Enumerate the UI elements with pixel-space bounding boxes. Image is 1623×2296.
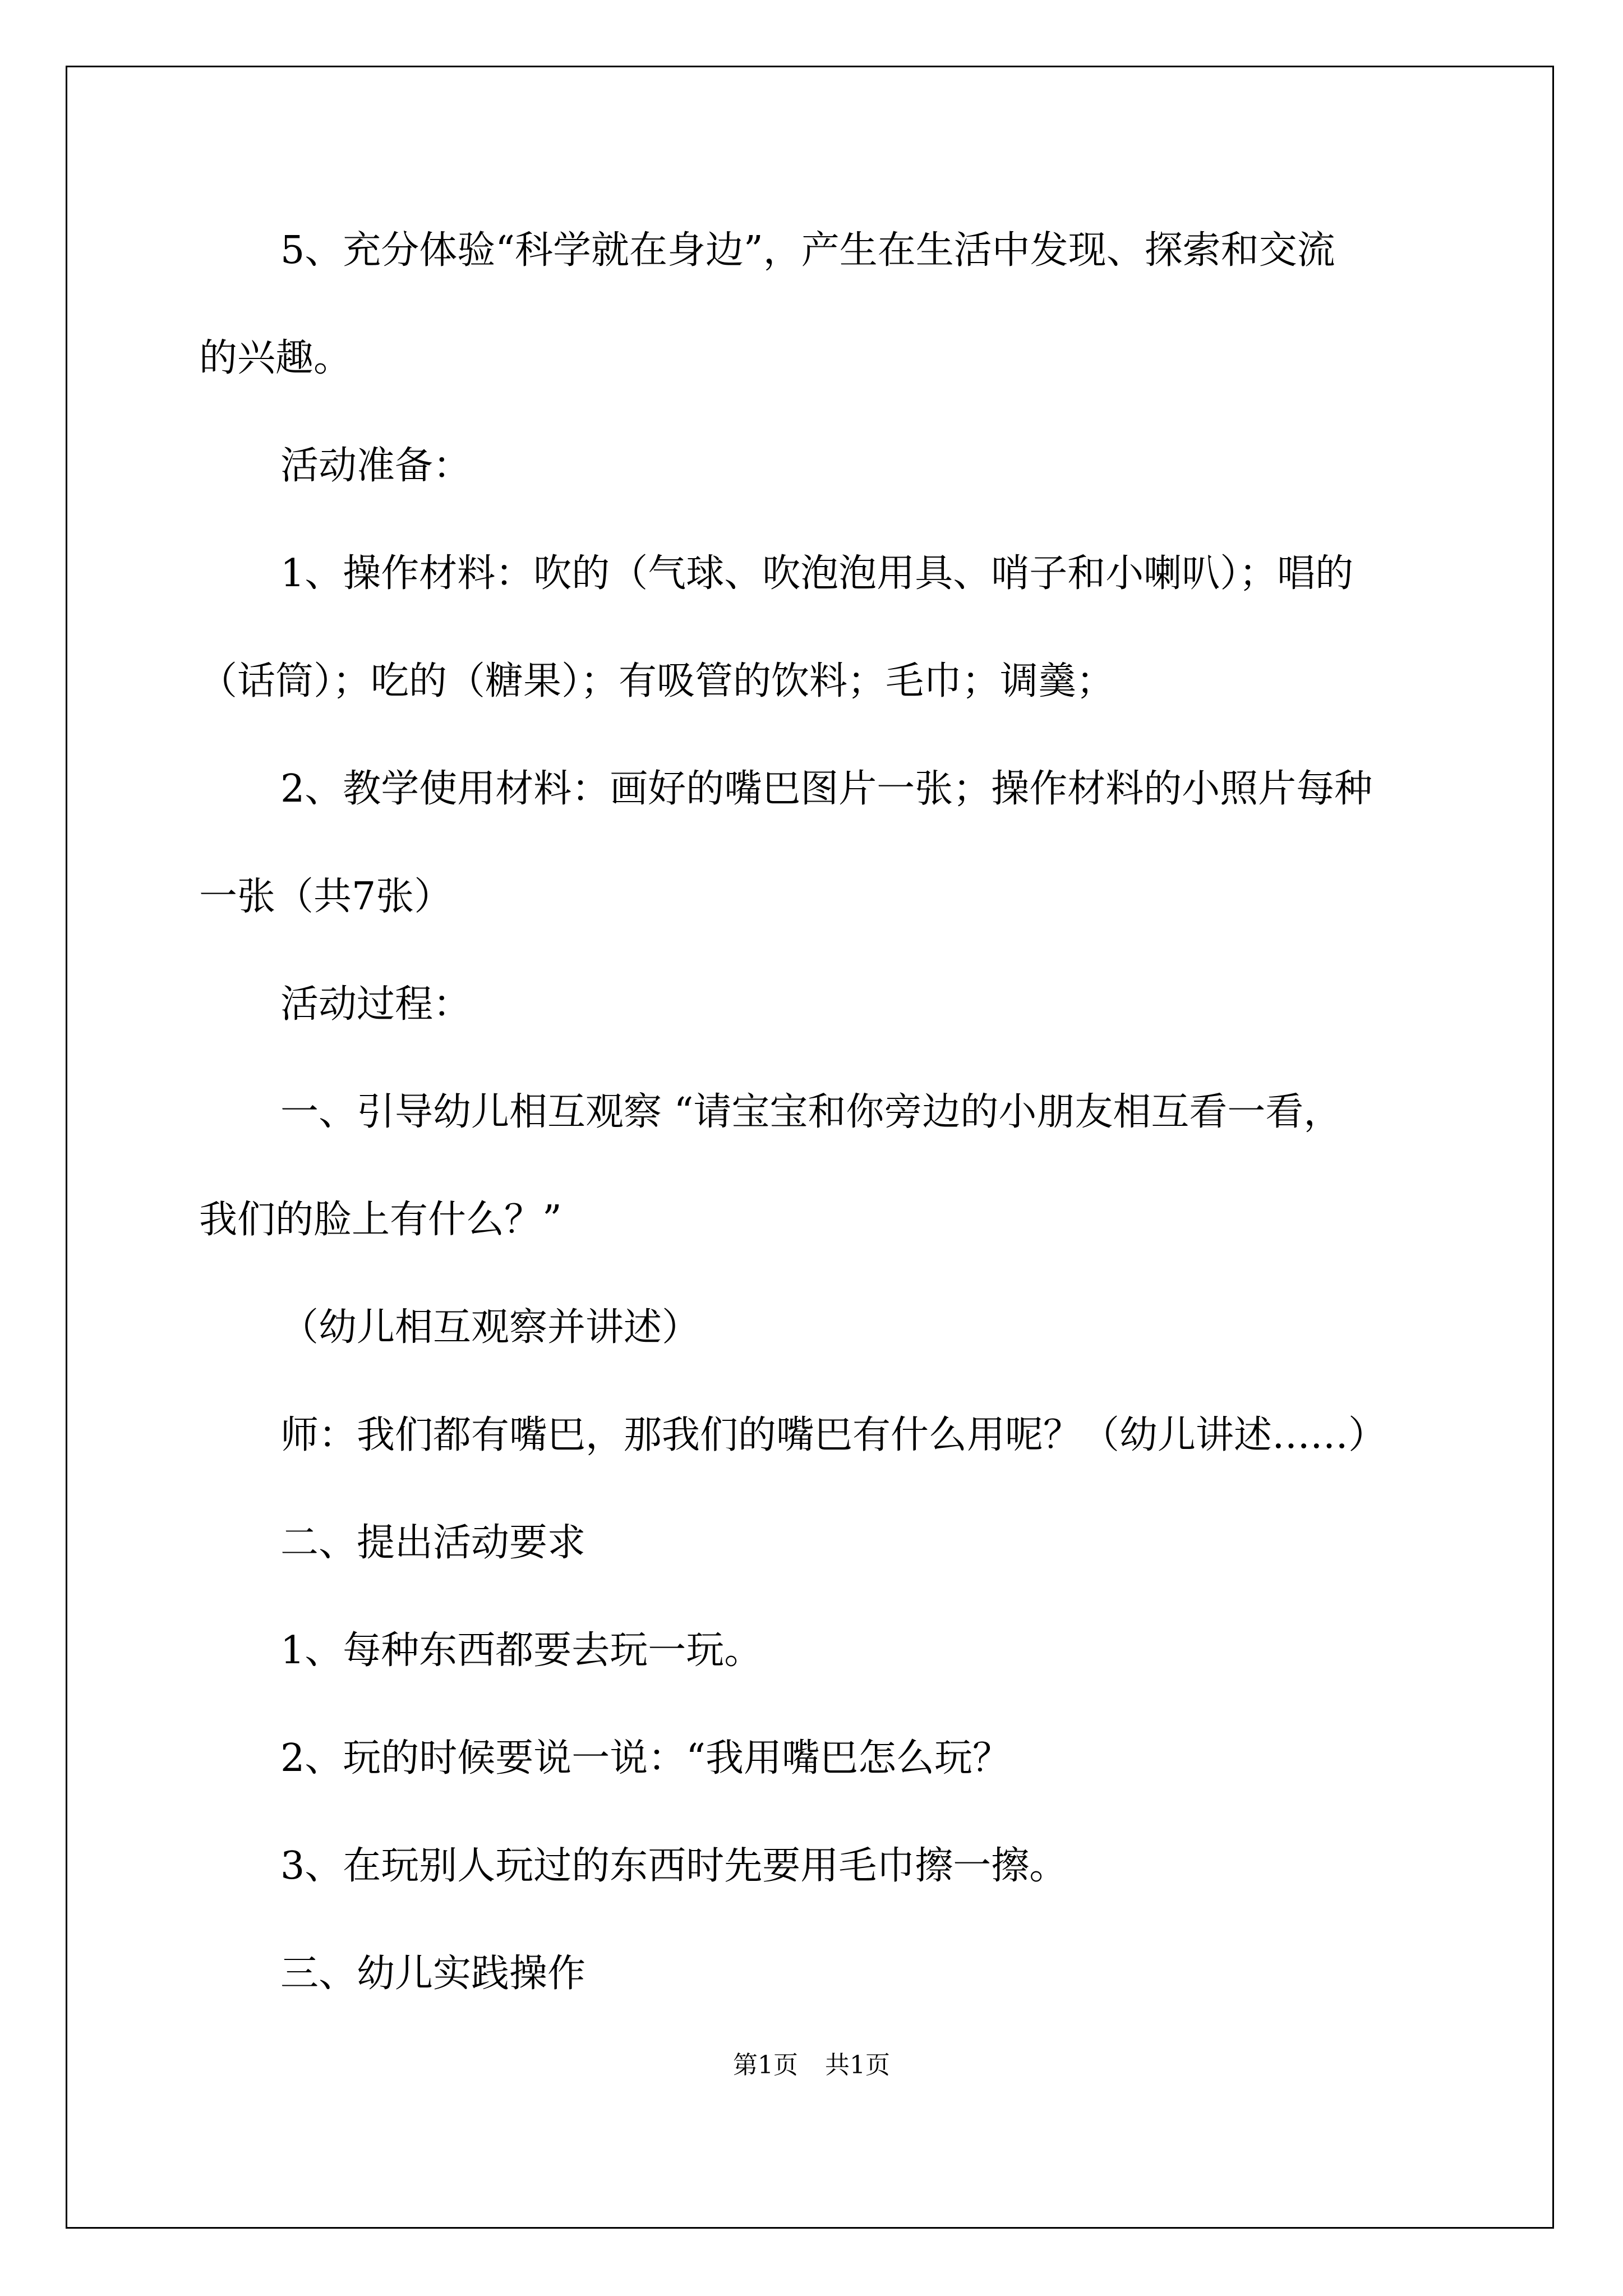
- paragraph-line: （话筒）；吃的（糖果）；有吸管的饮料；毛巾；调羹；: [199, 659, 1115, 703]
- paragraph-line: 1、操作材料：吹的（气球、吹泡泡用具、哨子和小喇叭）；唱的: [280, 551, 1354, 596]
- paragraph-line: 我们的脸上有什么？”: [199, 1198, 562, 1242]
- paragraph-line: 师：我们都有嘴巴，那我们的嘴巴有什么用呢？（幼儿讲述……）: [280, 1413, 1387, 1457]
- paragraph-line: 5、充分体验“科学就在身边”，产生在生活中发现、探索和交流: [280, 228, 1335, 273]
- paragraph-line: 一、引导幼儿相互观察 “请宝宝和你旁边的小朋友相互看一看，: [280, 1090, 1342, 1134]
- section-heading: 三、幼儿实践操作: [280, 1952, 586, 1996]
- page-total: 共1页: [825, 2051, 890, 2079]
- paragraph-line: 2、玩的时候要说一说：“我用嘴巴怎么玩？: [280, 1736, 1011, 1780]
- paragraph-line: 的兴趣。: [199, 336, 352, 380]
- paragraph-line: 1、每种东西都要去玩一玩。: [280, 1628, 763, 1673]
- section-heading: 二、提出活动要求: [280, 1521, 586, 1565]
- paragraph-line: （幼儿相互观察并讲述）: [280, 1305, 700, 1350]
- page-number: 第1页: [733, 2051, 798, 2079]
- paragraph-line: 3、在玩别人玩过的东西时先要用毛巾擦一擦。: [280, 1844, 1068, 1888]
- page-footer: [0, 2049, 1623, 2082]
- paragraph-line: 一张（共7张）: [199, 875, 453, 919]
- section-heading: 活动过程：: [280, 982, 472, 1027]
- paragraph-line: 2、教学使用材料：画好的嘴巴图片一张；操作材料的小照片每种: [280, 767, 1373, 811]
- section-heading: 活动准备：: [280, 444, 472, 488]
- page-border: [66, 66, 1554, 2229]
